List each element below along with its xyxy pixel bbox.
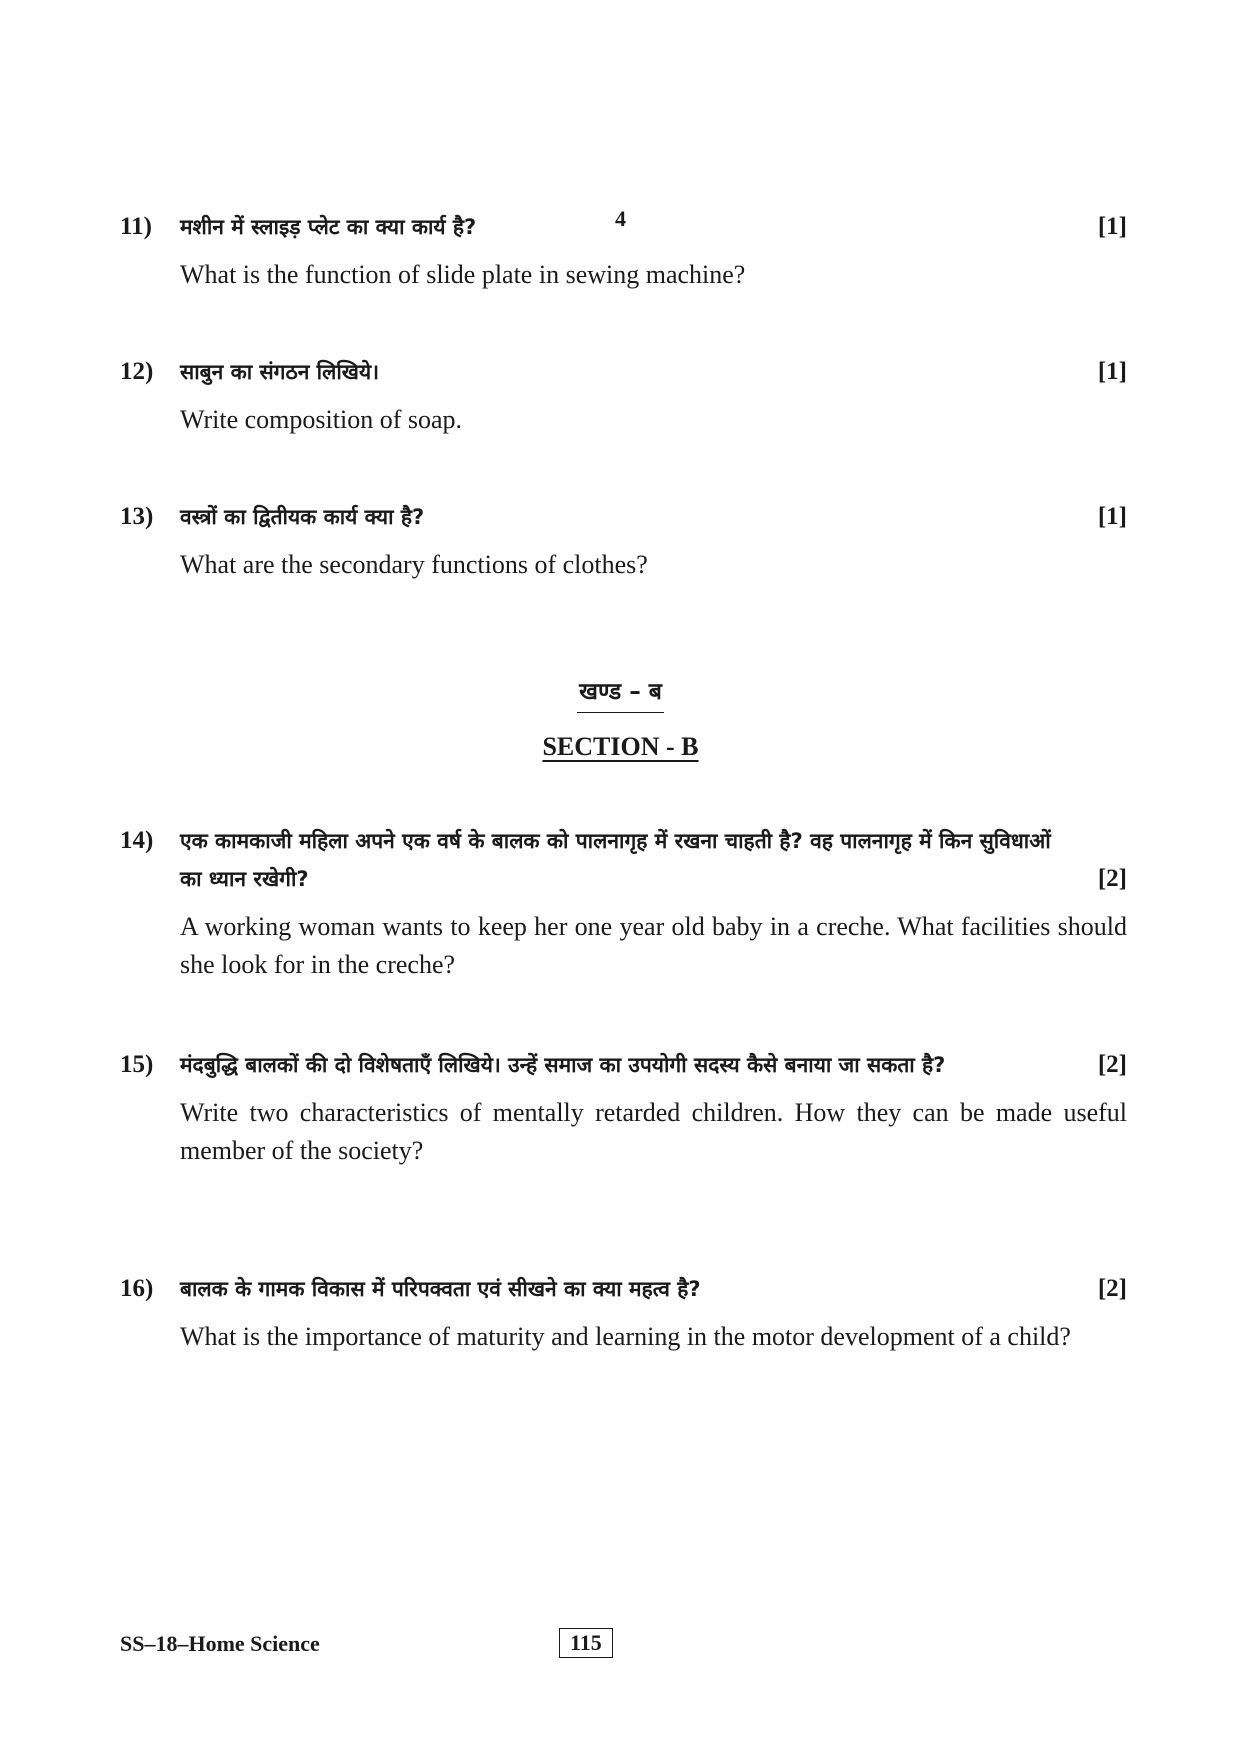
footer-page-box: 115 xyxy=(559,1628,613,1658)
question-header xyxy=(120,822,1127,898)
question-text-english: What is the function of slide plate in sewing machine? xyxy=(180,260,746,289)
question-header xyxy=(120,498,1127,536)
question-12 xyxy=(120,353,1127,439)
marks-label: [1] xyxy=(1097,503,1127,530)
question-text-english: What is the importance of maturity and learning in the motor development of a child? xyxy=(180,1322,1071,1351)
marks-label: [2] xyxy=(1097,1051,1127,1078)
marks-label: [2] xyxy=(1097,865,1127,892)
question-15 xyxy=(120,1046,1127,1170)
section-title-hindi: खण्ड – ब xyxy=(577,674,664,713)
footer-paper-code: SS–18–Home Science xyxy=(120,1631,320,1656)
question-text-english: A working woman wants to keep her one year old baby in a creche. What facilities should she look for in the creche? xyxy=(180,912,1127,979)
question-16 xyxy=(120,1270,1127,1356)
question-number: 11) xyxy=(120,213,152,240)
question-header xyxy=(120,208,1127,246)
section-heading-english xyxy=(0,732,1241,762)
question-header xyxy=(120,1046,1127,1084)
question-number: 12) xyxy=(120,358,154,385)
question-text-hindi: बालक के गामक विकास में परिपक्वता एवं सीखने का क्या महत्व है? xyxy=(180,1277,701,1301)
question-text-hindi: मंदबुद्धि बालकों की दो विशेषताएँ लिखिये। उन्हें समाज का उपयोगी सदस्य कैसे बनाया जा सकता है? xyxy=(180,1053,946,1077)
question-number: 16) xyxy=(120,1275,154,1302)
question-text-hindi: एक कामकाजी महिला अपने एक वर्ष के बालक को पालनागृह में रखना चाहती है? वह पालनागृह में किन सुविधाओं का ध्यान रखेगी? xyxy=(180,829,1051,891)
question-text-english: Write composition of soap. xyxy=(180,405,463,434)
marks-label: [1] xyxy=(1097,358,1127,385)
question-14 xyxy=(120,822,1127,984)
question-number: 15) xyxy=(120,1051,154,1078)
marks-label: [2] xyxy=(1097,1275,1127,1302)
question-text-english: Write two characteristics of mentally retarded children. How they can be made useful member of the society? xyxy=(180,1098,1127,1165)
question-13 xyxy=(120,498,1127,584)
section-heading-hindi xyxy=(0,674,1241,713)
question-number: 13) xyxy=(120,503,154,530)
question-number: 14) xyxy=(120,827,154,854)
page-number: 4 xyxy=(615,206,626,231)
question-text-english: What are the secondary functions of clothes? xyxy=(180,550,648,579)
marks-label: [1] xyxy=(1097,213,1127,240)
question-11 xyxy=(120,208,1127,294)
question-text-hindi: मशीन में स्लाइड़ प्लेट का क्या कार्य है? xyxy=(180,215,477,239)
question-text-hindi: वस्त्रों का द्वितीयक कार्य क्या है? xyxy=(180,505,425,529)
question-header xyxy=(120,353,1127,391)
question-text-hindi: साबुन का संगठन लिखिये। xyxy=(180,360,380,384)
section-title-english: SECTION - B xyxy=(542,732,699,761)
question-header xyxy=(120,1270,1127,1308)
